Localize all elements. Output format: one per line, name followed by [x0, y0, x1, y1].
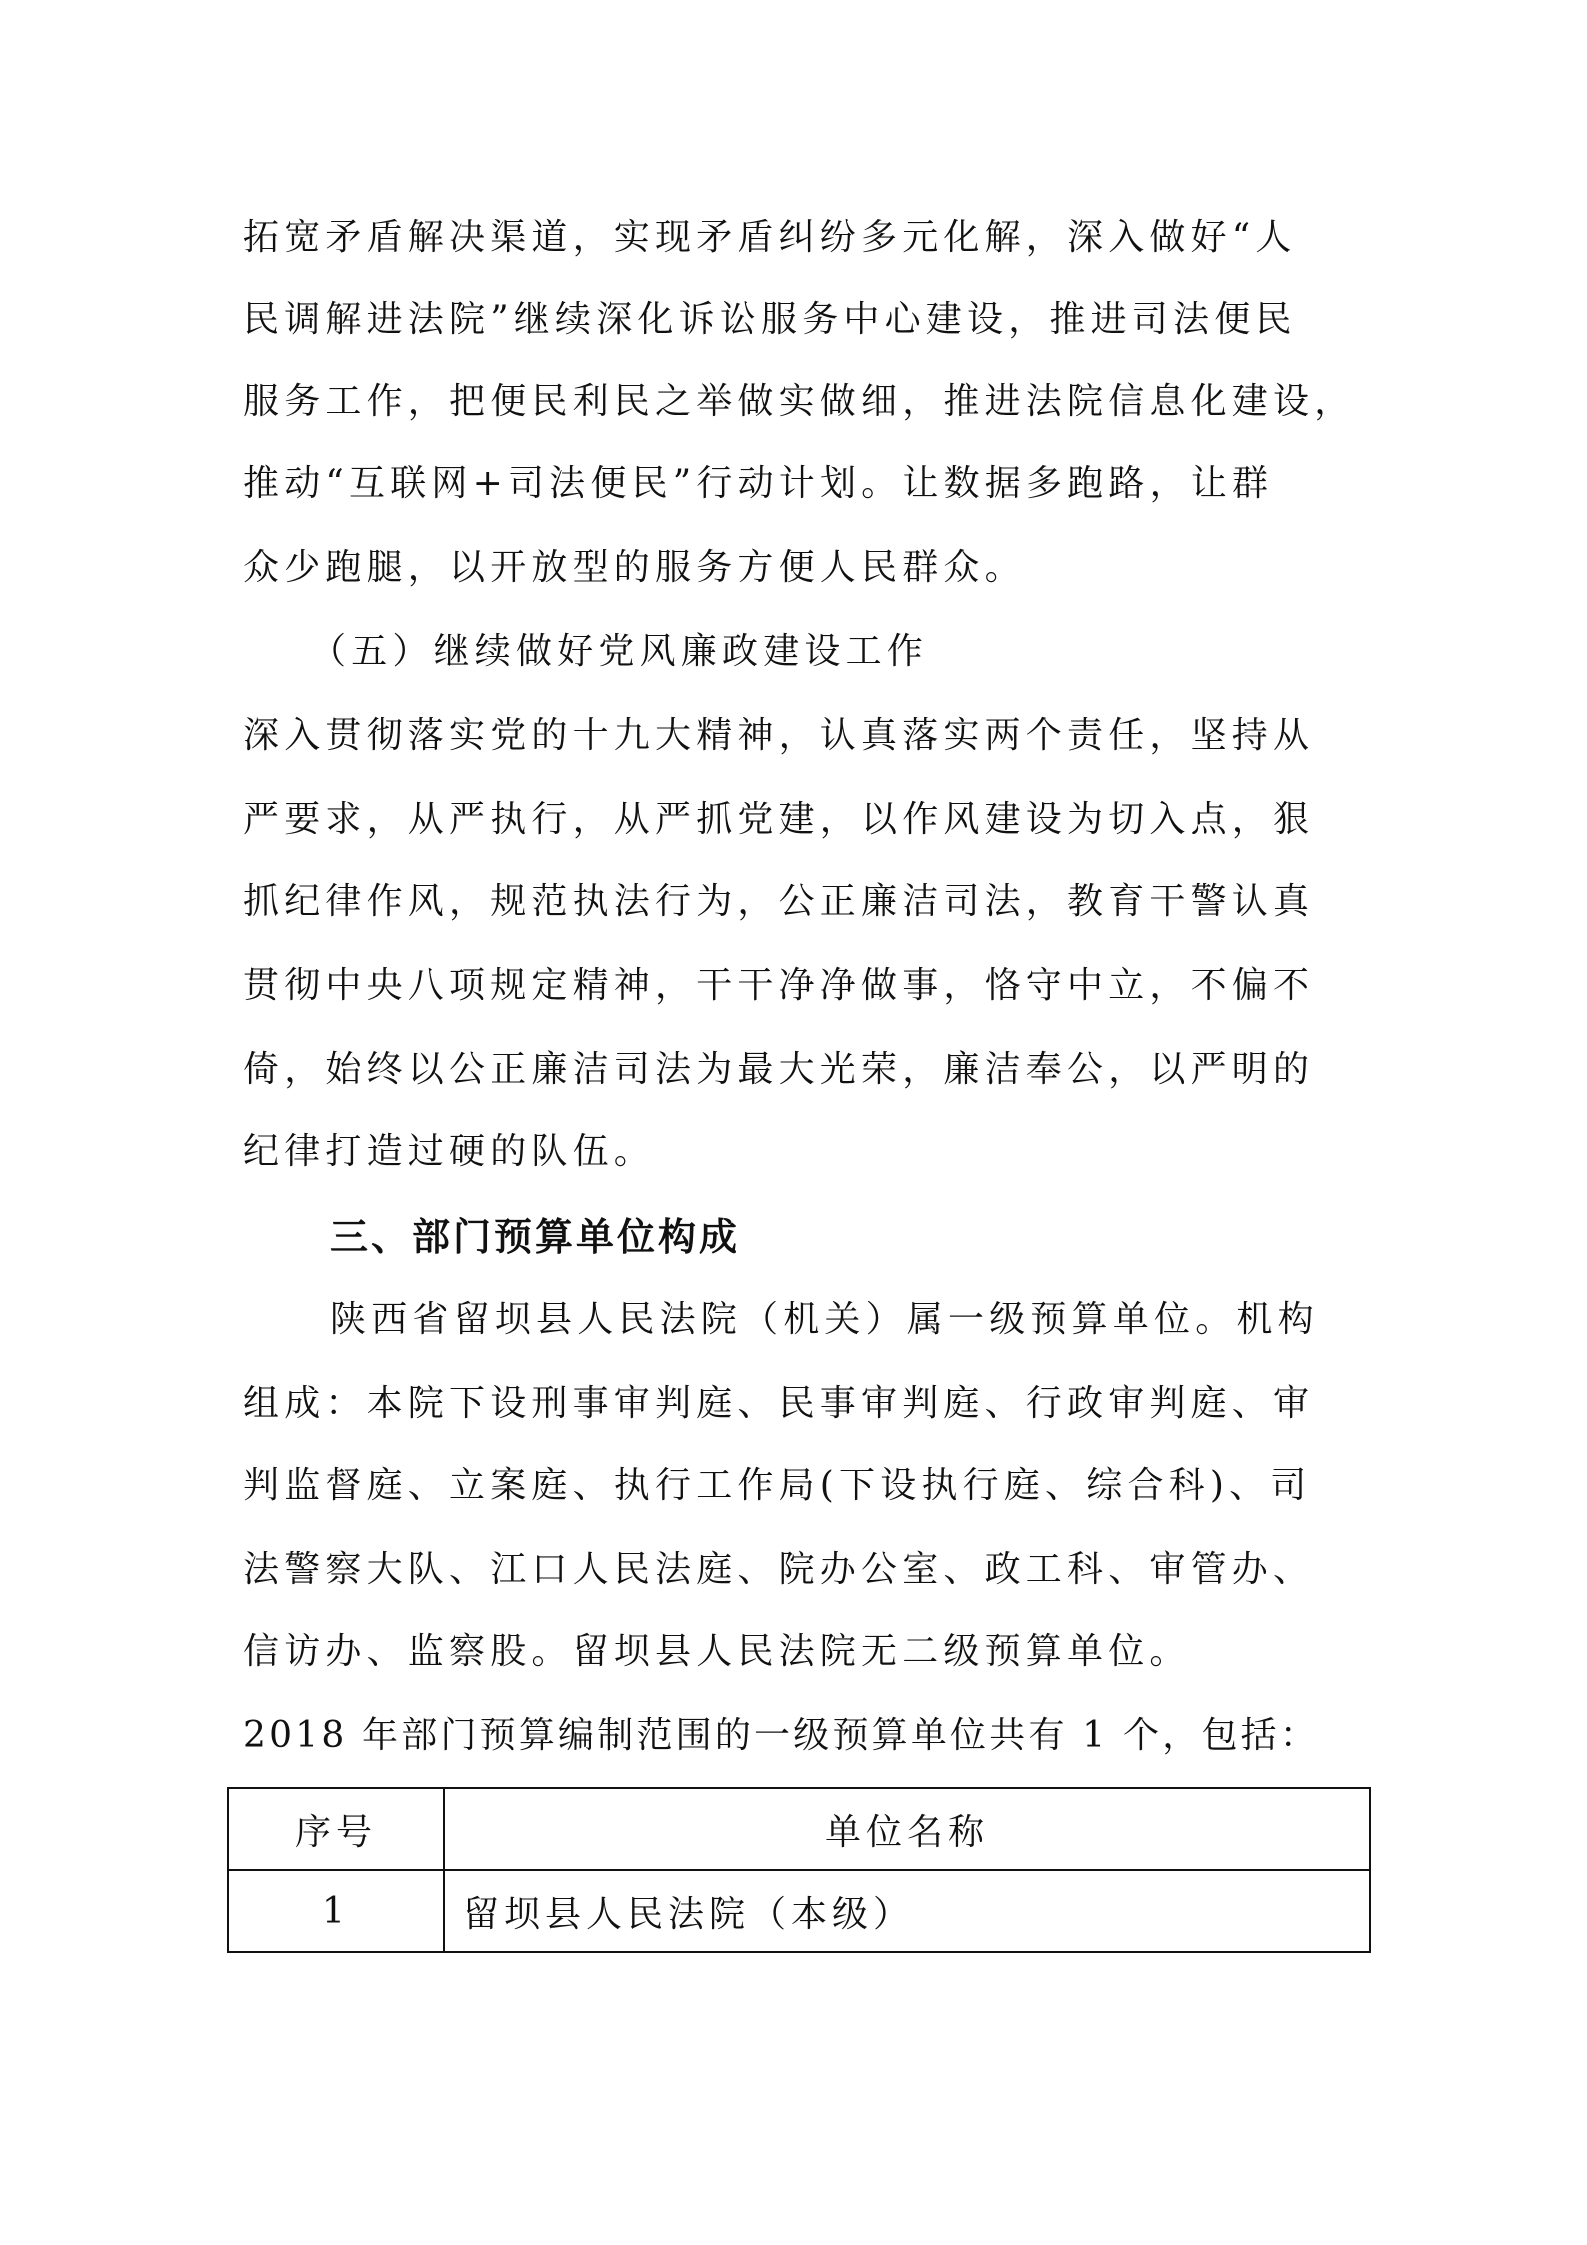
section-three-line-6: 2018 年部门预算编制范围的一级预算单位共有 1 个，包括： — [243, 1715, 1320, 1756]
body-line-3: 服务工作，把便民利民之举做实做细，推进法院信息化建设， — [243, 381, 1356, 422]
body-line-2: 民调解进法院”继续深化诉讼服务中心建设，推进司法便民 — [243, 299, 1297, 340]
section-five-line-5: 倚，始终以公正廉洁司法为最大光荣，廉洁奉公，以严明的 — [243, 1049, 1315, 1090]
section-three-line-4: 法警察大队、江口人民法庭、院办公室、政工科、审管办、 — [243, 1549, 1315, 1590]
section-five-line-4: 贯彻中央八项规定精神，干干净净做事，恪守中立，不偏不 — [243, 965, 1315, 1006]
section-five-line-3: 抓纪律作风，规范执法行为，公正廉洁司法，教育干警认真 — [243, 881, 1315, 922]
section-five-line-6: 纪律打造过硬的队伍。 — [243, 1131, 656, 1172]
body-line-4: 推动“互联网+司法便民”行动计划。让数据多跑路，让群 — [243, 463, 1274, 504]
table-header-row — [228, 1788, 1370, 1870]
section-three-line-1: 陕西省留坝县人民法院（机关）属一级预算单位。机构 — [330, 1299, 1319, 1340]
cell-unit-name: 留坝县人民法院（本级） — [444, 1870, 1370, 1952]
section-three-line-2: 组成：本院下设刑事审判庭、民事审判庭、行政审判庭、审 — [243, 1383, 1315, 1424]
section-three-heading: 三、部门预算单位构成 — [330, 1215, 741, 1259]
budget-unit-table — [227, 1787, 1371, 1953]
body-line-5: 众少跑腿，以开放型的服务方便人民群众。 — [243, 547, 1026, 588]
subheading-five: （五）继续做好党风廉政建设工作 — [310, 631, 929, 672]
cell-serial-number: 1 — [228, 1870, 444, 1952]
section-three-line-3: 判监督庭、立案庭、执行工作局(下设执行庭、综合科)、司 — [243, 1465, 1312, 1506]
table-row — [228, 1870, 1370, 1952]
header-serial-number: 序号 — [228, 1788, 444, 1870]
header-unit-name: 单位名称 — [444, 1788, 1370, 1870]
body-line-1: 拓宽矛盾解决渠道，实现矛盾纠纷多元化解，深入做好“人 — [243, 217, 1297, 258]
section-five-line-1: 深入贯彻落实党的十九大精神，认真落实两个责任，坚持从 — [243, 715, 1315, 756]
section-five-line-2: 严要求，从严执行，从严抓党建，以作风建设为切入点，狠 — [243, 799, 1315, 840]
section-three-line-5: 信访办、监察股。留坝县人民法院无二级预算单位。 — [243, 1631, 1191, 1672]
